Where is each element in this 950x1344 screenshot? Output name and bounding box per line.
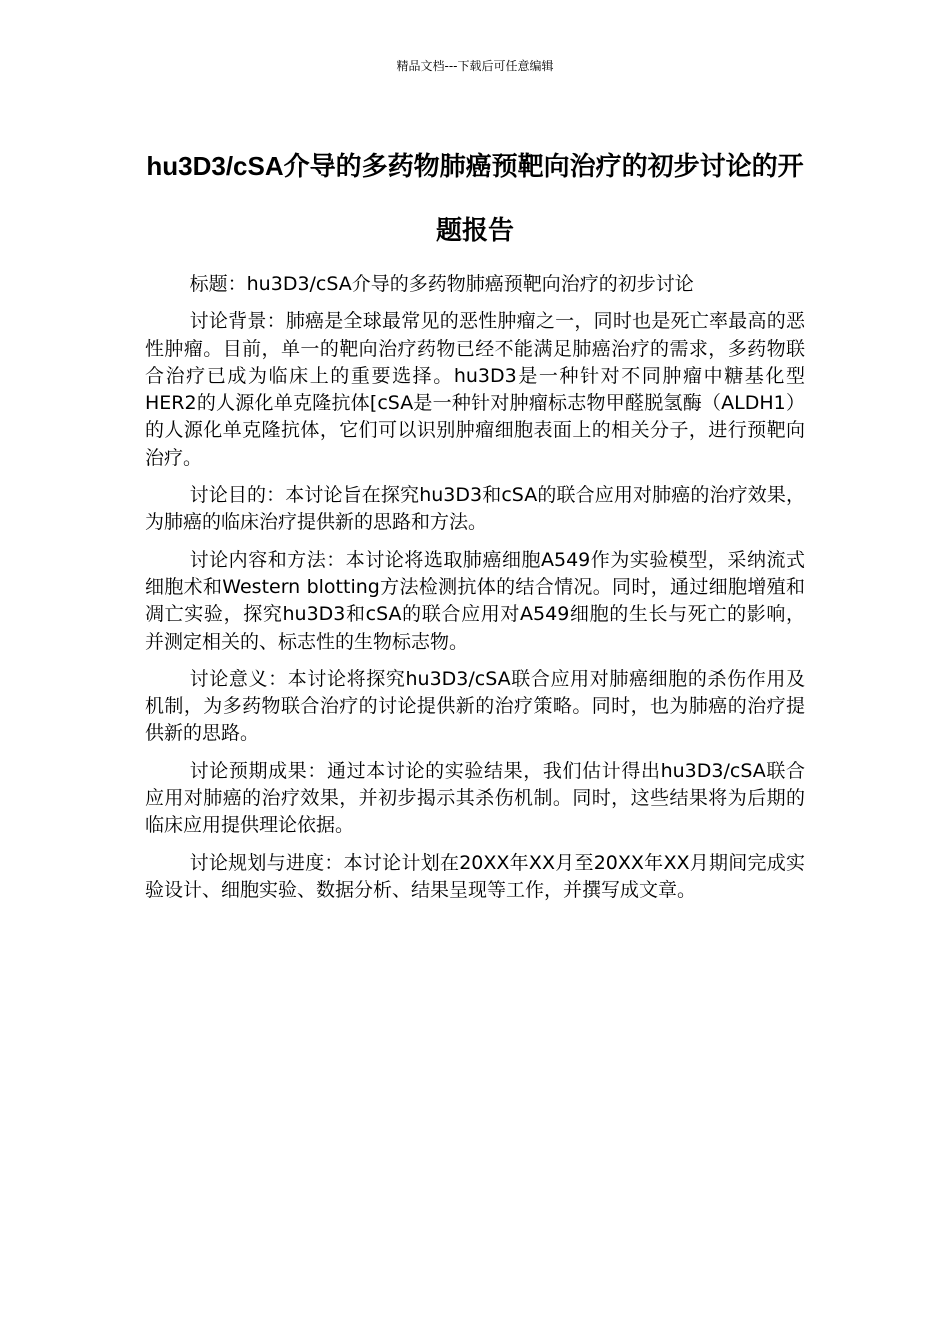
paragraph-expected-results: 讨论预期成果：通过本讨论的实验结果，我们估计得出hu3D3/cSA联合应用对肺癌的治疗效果，并初步揭示其杀伤机制。同时，这些结果将为后期的临床应用提供理论依据。 (145, 759, 805, 837)
document-title: hu3D3/cSA介导的多药物肺癌预靶向治疗的初步讨论的开题报告 (146, 151, 804, 245)
paragraph-title-line: 标题：hu3D3/cSA介导的多药物肺癌预靶向治疗的初步讨论 (189, 273, 694, 295)
paragraph-background: 讨论背景：肺癌是全球最常见的恶性肿瘤之一，同时也是死亡率最高的恶性肿瘤。目前，单一的靶向治疗药物已经不能满足肺癌治疗的需求，多药物联合治疗已成为临床上的重要选择。hu3D3是一种针对不同肿瘤中糖基化型HER2的人源化单克隆抗体[cSA是一种针对肿瘤标志物甲醛脱氢酶（ALDH1）的人源化单克隆抗体，它们可以识别肿瘤细胞表面上的相关分子，进行预靶向治疗。 (145, 310, 805, 469)
paragraph-methods: 讨论内容和方法：本讨论将选取肺癌细胞A549作为实验模型，采纳流式细胞术和Western blotting方法检测抗体的结合情况。同时，通过细胞增殖和凋亡实验，探究hu3D3和cSA的联合应用对A549细胞的生长与死亡的影响，并测定相关的、标志性的生物标志物。 (145, 548, 805, 653)
paragraph-schedule: 讨论规划与进度：本讨论计划在20XX年XX月至20XX年XX月期间完成实验设计、细胞实验、数据分析、结果呈现等工作，并撰写成文章。 (145, 851, 805, 901)
paragraph-significance: 讨论意义：本讨论将探究hu3D3/cSA联合应用对肺癌细胞的杀伤作用及机制，为多药物联合治疗的讨论提供新的治疗策略。同时，也为肺癌的治疗提供新的思路。 (145, 667, 805, 745)
document-body (145, 271, 805, 914)
page-header: 精品文档---下载后可任意编辑 (396, 59, 554, 73)
paragraph-purpose: 讨论目的：本讨论旨在探究hu3D3和cSA的联合应用对肺癌的治疗效果，为肺癌的临床治疗提供新的思路和方法。 (145, 484, 805, 534)
